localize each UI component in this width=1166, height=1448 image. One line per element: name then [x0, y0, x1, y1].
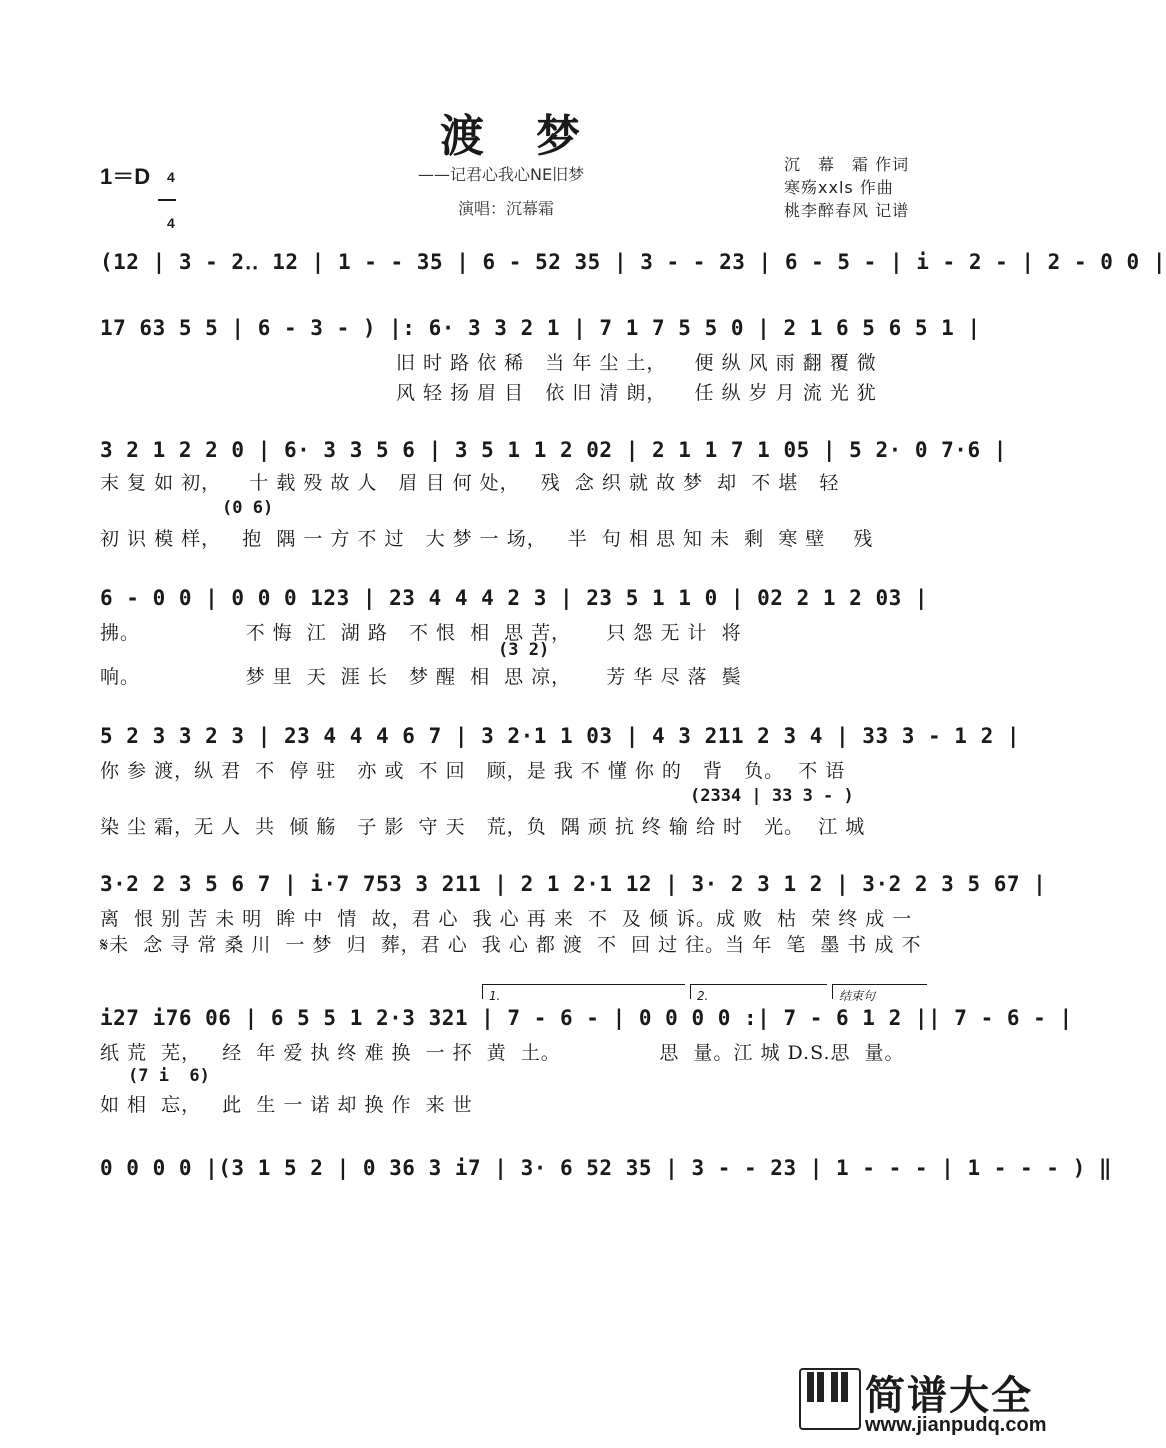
logo-url: www.jianpudq.com	[865, 1414, 1047, 1436]
singer: 演唱：沉幕霜	[458, 199, 555, 218]
key-signature: 1＝D	[100, 164, 151, 189]
score-row-1: (12 | 3 - 2‥ 12 | 1 - - 35 | 6 - 52 35 | 3 - - 23 | 6 - 5 - | i - 2 - | 2 - 0 0 |	[100, 250, 1166, 274]
coda-ending: 结束句	[832, 984, 927, 999]
transcriber-credit: 桃李醉春风 记谱	[784, 201, 910, 220]
score-row-8: 0 0 0 0 |(3 1 5 2 | 0 36 3 i7 | 3· 6 52 35 | 3 - - 23 | 1 - - - | 1 - - - ) ‖	[100, 1156, 1113, 1180]
piano-keys-icon	[799, 1368, 861, 1430]
lyrics-row-5-verse-2: 染 尘 霜，无 人 共 倾 觞 子 影 守 天 荒，负 隅 顽 抗 终 输 给 时 光。 江 城	[100, 816, 866, 838]
score-row-5: 5 2 3 3 2 3 | 23 4 4 4 6 7 | 3 2·1 1 03 | 4 3 211 2 3 4 | 33 3 - 1 2 |	[100, 724, 1021, 748]
variant-notes-b: (3 2)	[498, 640, 550, 660]
score-row-7: i27 i76 06 | 6 5 5 1 2·3 321 | 7 - 6 - | 0 0 0 0 :| 7 - 6 1 2 || 7 - 6 - |	[100, 1006, 1073, 1030]
song-title: 渡 梦	[440, 111, 584, 162]
site-logo	[799, 1368, 1047, 1438]
variant-notes-c: (2334 | 33 3 - )	[690, 786, 854, 806]
variant-notes-a: (0 6)	[222, 498, 274, 518]
lyrics-row-3-verse-2: 初 识 模 样， 抱 隅 一 方 不 过 大 梦 一 场， 半 句 相 思 知 未 剩 寒 壁 残	[100, 528, 874, 550]
variant-notes-d: (7 i 6)	[128, 1066, 210, 1086]
lyrics-row-6-verse-2: 𝄋未 念 寻 常 桑 川 一 梦 归 葬，君 心 我 心 都 渡 不 回 过 往。当 年 笔 墨 书 成 不	[100, 934, 922, 956]
lyrics-row-2-verse-1: 旧 时 路 依 稀 当 年 尘 土， 便 纵 风 雨 翻 覆 微	[396, 352, 877, 374]
composer-credit: 寒殇xxls 作曲	[784, 178, 894, 197]
time-sig-top: 4	[166, 169, 175, 185]
lyrics-row-6-verse-1: 离 恨 别 苦 未 明 眸 中 情 故，君 心 我 心 再 来 不 及 倾 诉。成 败 枯 荣 终 成 一	[100, 908, 913, 930]
lyrics-row-7-verse-1: 纸 荒 芜， 经 年 爱 执 终 难 换 一 抔 黄 土。 思 量。江 城 D.S.思 量。	[100, 1042, 905, 1064]
score-row-4: 6 - 0 0 | 0 0 0 123 | 23 4 4 4 2 3 | 23 5 1 1 0 | 02 2 1 2 03 |	[100, 586, 929, 610]
lyrics-row-2-verse-2: 风 轻 扬 眉 目 依 旧 清 朗， 任 纵 岁 月 流 光 犹	[396, 382, 877, 404]
lyrics-row-4-verse-2: 响。 梦 里 天 涯 长 梦 醒 相 思 凉， 芳 华 尽 落 鬓	[100, 666, 742, 688]
subtitle: ——记君心我心NE旧梦	[418, 165, 585, 184]
time-sig-bottom: 4	[166, 215, 175, 231]
score-row-2: 17 63 5 5 | 6 - 3 - ) |: 6· 3 3 2 1 | 7 1 7 5 5 0 | 2 1 6 5 6 5 1 |	[100, 316, 981, 340]
logo-brand: 简谱大全	[865, 1373, 1033, 1419]
lyrics-row-7-verse-2: 如 相 忘， 此 生 一 诺 却 换 作 来 世	[100, 1094, 473, 1116]
score-row-6: 3·2 2 3 5 6 7 | i·7 753 3 211 | 2 1 2·1 12 | 3· 2 3 1 2 | 3·2 2 3 5 67 |	[100, 872, 1047, 896]
lyricist-credit: 沉 幕 霜 作词	[784, 155, 910, 174]
lyrics-row-4-verse-1: 拂。 不 悔 江 湖 路 不 恨 相 思 苦， 只 怨 无 计 将	[100, 622, 742, 644]
time-signature	[158, 156, 176, 230]
volta-second: 2.	[690, 984, 827, 999]
volta-first: 1.	[482, 984, 685, 999]
lyrics-row-5-verse-1: 你 参 渡，纵 君 不 停 驻 亦 或 不 回 顾，是 我 不 懂 你 的 背 负。 不 语	[100, 760, 846, 782]
score-row-3: 3 2 1 2 2 0 | 6· 3 3 5 6 | 3 5 1 1 2 02 | 2 1 1 7 1 05 | 5 2· 0 7·6 |	[100, 438, 1007, 462]
lyrics-row-3-verse-1: 末 复 如 初， 十 载 殁 故 人 眉 目 何 处， 残 念 织 就 故 梦 却 不 堪 轻	[100, 472, 840, 494]
